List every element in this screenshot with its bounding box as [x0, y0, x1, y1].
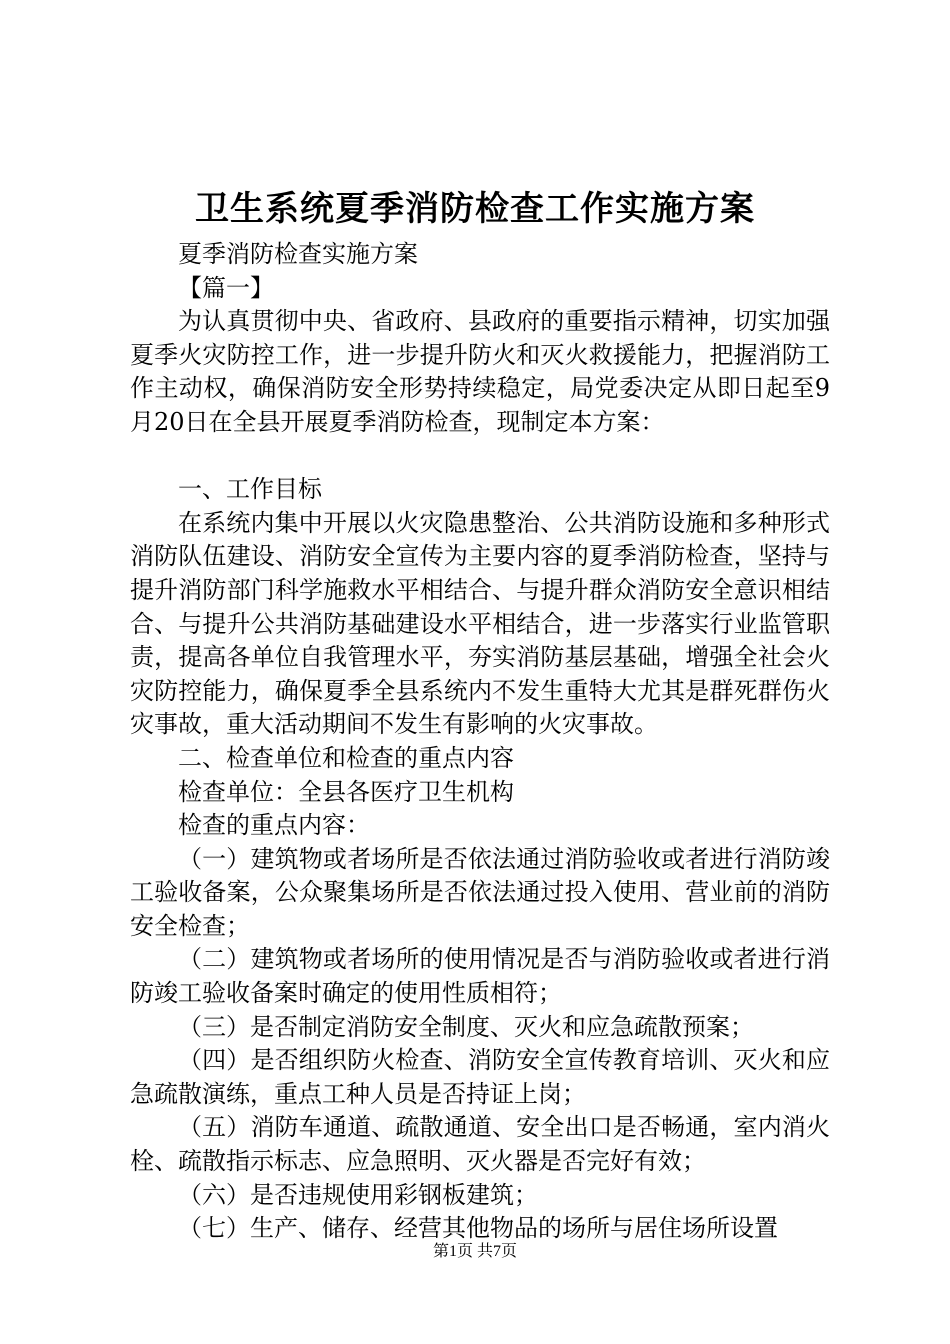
- document-body: [130, 238, 830, 1246]
- list-item: （五）消防车通道、疏散通道、安全出口是否畅通，室内消火栓、疏散指示标志、应急照明、灭火器是否完好有效；: [130, 1113, 830, 1176]
- subtitle: 夏季消防检查实施方案: [178, 240, 418, 268]
- inspection-focus-heading: 检查的重点内容：: [178, 811, 370, 840]
- blank-line: [130, 440, 830, 474]
- list-item: （二）建筑物或者场所的使用情况是否与消防验收或者进行消防竣工验收备案时确定的使用性质相符；: [130, 945, 830, 1008]
- list-item: （四）是否组织防火检查、消防安全宣传教育培训、灭火和应急疏散演练，重点工种人员是否持证上岗；: [130, 1046, 830, 1108]
- list-item: （一）建筑物或者场所是否依法通过消防验收或者进行消防竣工验收备案，公众聚集场所是否依法通过投入使用、营业前的消防安全检查；: [130, 844, 830, 940]
- document-title: 卫生系统夏季消防检查工作实施方案: [195, 189, 755, 229]
- intro-paragraph: 为认真贯彻中央、省政府、县政府的重要指示精神，切实加强夏季火灾防控工作，进一步提升防火和灭火救援能力，把握消防工作主动权，确保消防安全形势持续稳定，局党委决定从即日起至9月20日在全县开展夏季消防检查，现制定本方案：: [130, 307, 830, 436]
- inspection-units: 检查单位：全县各医疗卫生机构: [178, 777, 514, 806]
- list-item: （三）是否制定消防安全制度、灭火和应急疏散预案；: [178, 1012, 754, 1041]
- part-heading: 【篇一】: [178, 273, 274, 302]
- section-heading-goal: 一、工作目标: [178, 475, 322, 504]
- list-item: （六）是否违规使用彩钢板建筑；: [178, 1180, 538, 1209]
- list-item: （七）生产、储存、经营其他物品的场所与居住场所设置: [178, 1214, 778, 1243]
- section-heading-inspection: 二、检查单位和检查的重点内容: [178, 743, 514, 772]
- page-number-footer: 第1页 共7页: [432, 1243, 517, 1260]
- goal-paragraph: 在系统内集中开展以火灾隐患整治、公共消防设施和多种形式消防队伍建设、消防安全宣传为主要内容的夏季消防检查，坚持与提升消防部门科学施救水平相结合、与提升群众消防安全意识相结合、与提升公共消防基础建设水平相结合，进一步落实行业监管职责，提高各单位自我管理水平，夯实消防基层基础，增强全社会火灾防控能力，确保夏季全县系统内不发生重特大尤其是群死群伤火灾事故，重大活动期间不发生有影响的火灾事故。: [130, 508, 830, 739]
